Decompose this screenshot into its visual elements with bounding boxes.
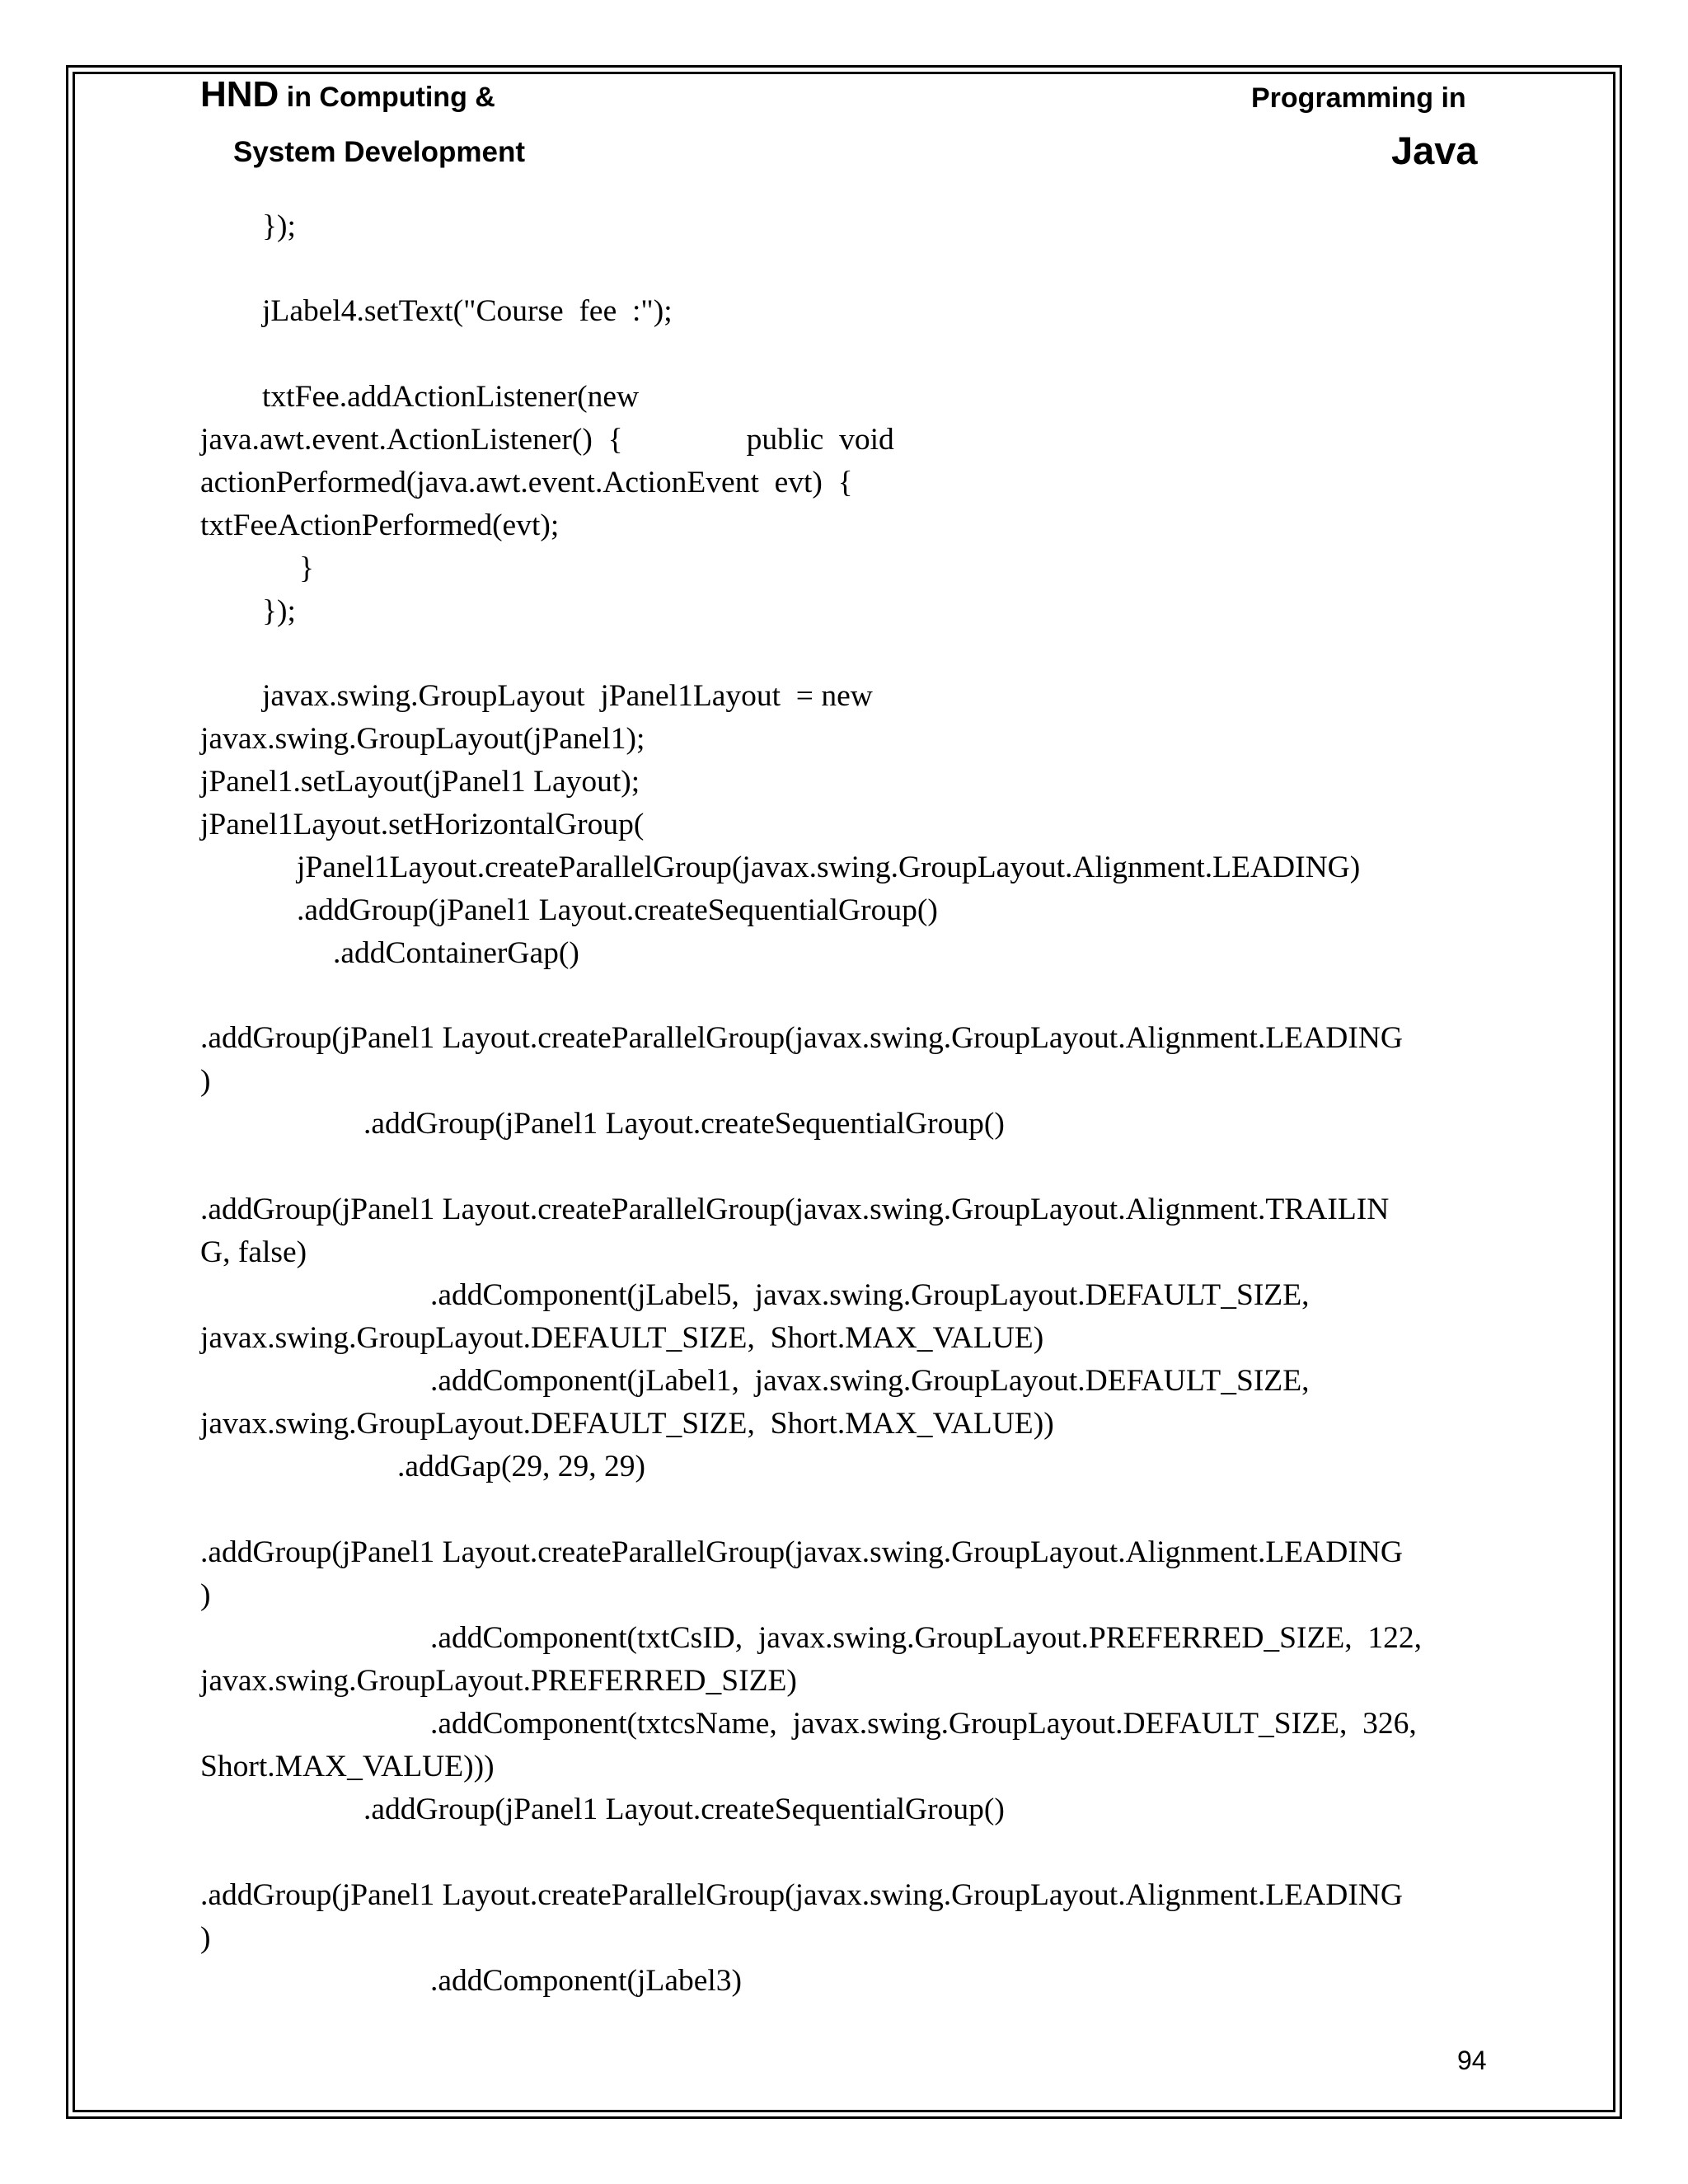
- code-line: jLabel4.setText("Course fee :");: [262, 294, 673, 328]
- header-hnd: HND: [200, 74, 279, 115]
- header-course-title: [200, 74, 495, 115]
- header-java: Java: [1391, 129, 1478, 172]
- page-number: 94: [1457, 2046, 1487, 2075]
- code-line: .addGroup(jPanel1 Layout.createParallelGroup(javax.swing.GroupLayout.Alignment.TRAILIN: [200, 1193, 1390, 1226]
- header-in-computing: in Computing &: [279, 82, 495, 113]
- code-line: .addComponent(txtcsName, javax.swing.GroupLayout.DEFAULT_SIZE, 326,: [430, 1707, 1417, 1741]
- code-line: .addComponent(jLabel1, javax.swing.GroupLayout.DEFAULT_SIZE,: [430, 1364, 1310, 1398]
- code-line: javax.swing.GroupLayout.PREFERRED_SIZE): [200, 1664, 797, 1698]
- code-line: jPanel1Layout.createParallelGroup(javax.swing.GroupLayout.Alignment.LEADING): [297, 851, 1361, 884]
- code-line: javax.swing.GroupLayout(jPanel1);: [200, 722, 645, 756]
- code-line: java.awt.event.ActionListener() { public void: [200, 423, 894, 457]
- header-system-development: System Development: [233, 136, 526, 168]
- code-line: javax.swing.GroupLayout.DEFAULT_SIZE, Short.MAX_VALUE)): [200, 1407, 1054, 1441]
- code-line: txtFeeActionPerformed(evt);: [200, 509, 560, 542]
- code-line: .addGroup(jPanel1 Layout.createSequentialGroup(): [363, 1793, 1005, 1826]
- code-line: txtFee.addActionListener(new: [262, 380, 640, 414]
- code-line: });: [262, 594, 296, 628]
- code-line: ): [200, 1921, 211, 1955]
- code-line: }: [299, 551, 314, 585]
- code-line: .addComponent(jLabel3): [430, 1964, 743, 1998]
- code-line: jPanel1.setLayout(jPanel1 Layout);: [200, 765, 640, 799]
- code-line: .addGroup(jPanel1 Layout.createParallelGroup(javax.swing.GroupLayout.Alignment.LEADING: [200, 1535, 1403, 1569]
- code-line: ): [200, 1578, 211, 1612]
- code-line: jPanel1Layout.setHorizontalGroup(: [200, 808, 645, 841]
- code-line: Short.MAX_VALUE))): [200, 1750, 495, 1783]
- code-line: .addComponent(txtCsID, javax.swing.GroupLayout.PREFERRED_SIZE, 122,: [430, 1621, 1423, 1655]
- code-line: ): [200, 1064, 211, 1098]
- code-line: .addGroup(jPanel1 Layout.createParallelGroup(javax.swing.GroupLayout.Alignment.LEADING: [200, 1021, 1403, 1055]
- code-line: .addContainerGap(): [333, 936, 579, 970]
- code-line: actionPerformed(java.awt.event.ActionEvent evt) {: [200, 466, 853, 499]
- code-line: .addComponent(jLabel5, javax.swing.GroupLayout.DEFAULT_SIZE,: [430, 1278, 1310, 1312]
- code-line: });: [262, 209, 296, 243]
- code-line: .addGroup(jPanel1 Layout.createParallelGroup(javax.swing.GroupLayout.Alignment.LEADING: [200, 1878, 1403, 1912]
- code-line: .addGroup(jPanel1 Layout.createSequentialGroup(): [363, 1107, 1005, 1141]
- header-module-title: Programming in: [1251, 82, 1466, 114]
- code-line: javax.swing.GroupLayout.DEFAULT_SIZE, Short.MAX_VALUE): [200, 1321, 1044, 1355]
- code-line: G, false): [200, 1235, 307, 1269]
- code-line: .addGroup(jPanel1 Layout.createSequentialGroup(): [297, 893, 938, 927]
- code-line: .addGap(29, 29, 29): [397, 1450, 645, 1483]
- code-line: javax.swing.GroupLayout jPanel1Layout = new: [262, 679, 873, 713]
